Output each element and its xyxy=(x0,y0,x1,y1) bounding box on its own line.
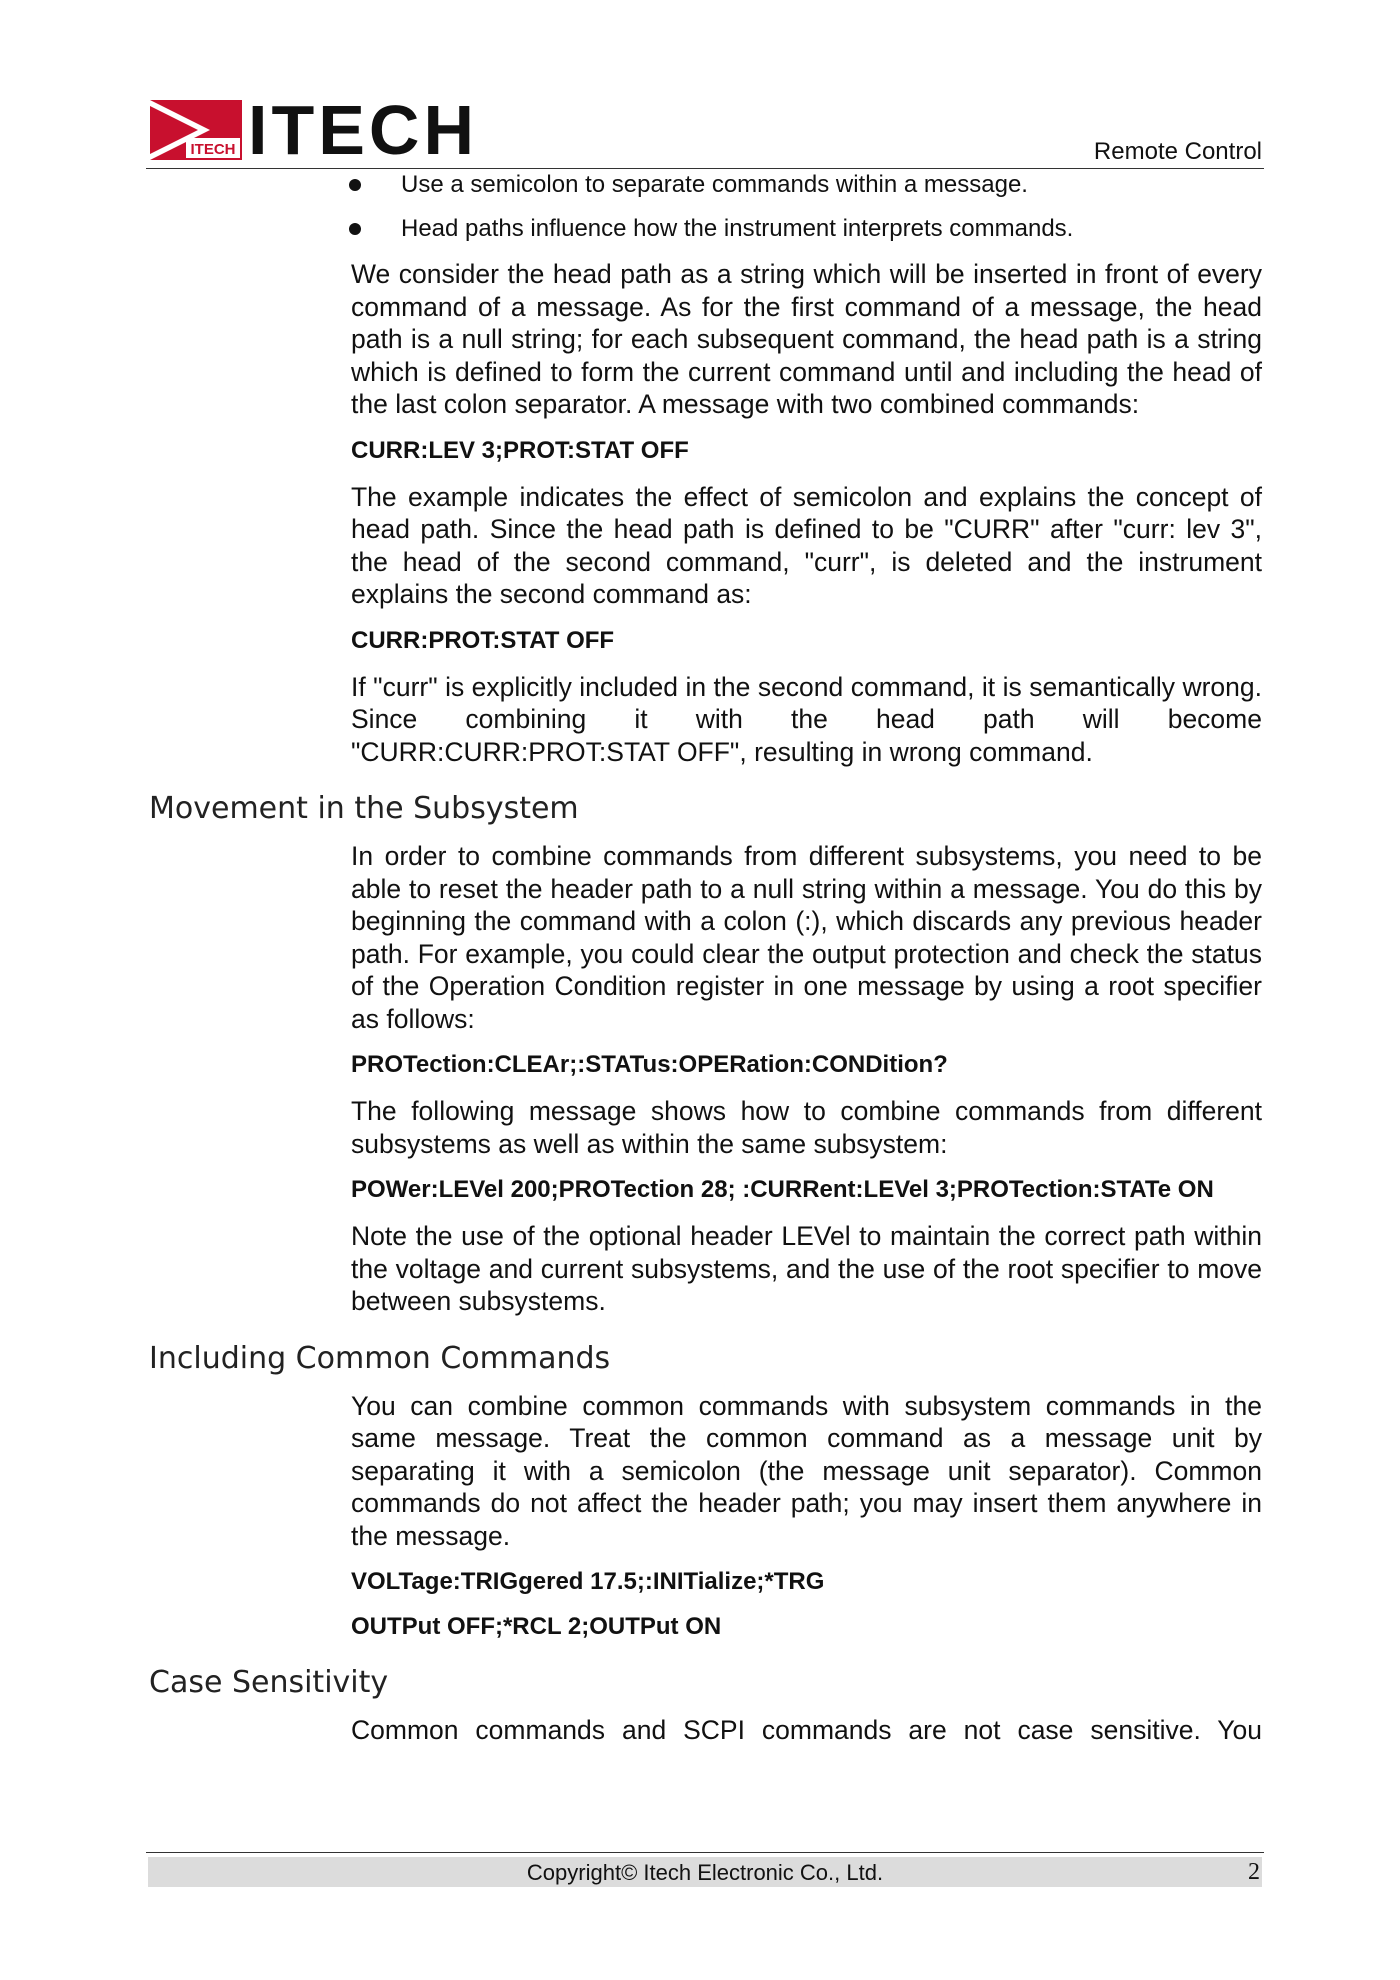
paragraph-common: You can combine common commands with subsystem commands in the same message. Treat the common command as a message unit by separating it with a semicolon (the message unit separator). Common commands do not affect the header path; you may insert them anywhere in the message. xyxy=(351,1390,1262,1551)
footer-divider xyxy=(146,1852,1264,1853)
heading-case-sensitivity: Case Sensitivity xyxy=(149,1665,389,1700)
paragraph-example: The example indicates the effect of semicolon and explains the concept of head path. Since the head path is defined to be "CURR" after "curr: lev 3", the head of the second command, "curr", is deleted and the instrument explains the second command as: xyxy=(351,481,1262,609)
heading-common-commands: Including Common Commands xyxy=(149,1340,611,1376)
section-label: Remote Control xyxy=(1093,138,1262,165)
bullet-text: Use a semicolon to separate commands within a message. xyxy=(401,171,1028,198)
page-header xyxy=(146,90,1262,170)
heading-movement: Movement in the Subsystem xyxy=(149,791,579,826)
bullet-text: Head paths influence how the instrument interprets commands. xyxy=(401,215,1074,242)
itech-logo-badge-icon xyxy=(150,100,242,160)
paragraph-following: The following message shows how to combine commands from different subsystems as well as within the same subsystem: xyxy=(351,1096,1262,1159)
bullet-list xyxy=(351,170,1262,244)
code-example-1: CURR:LEV 3;PROT:STAT OFF xyxy=(351,436,689,464)
bullet-dot-icon xyxy=(349,179,361,191)
copyright-text: Copyright© Itech Electronic Co., Ltd. xyxy=(526,1860,884,1885)
header-divider xyxy=(146,168,1264,169)
page-number: 2 xyxy=(1248,1859,1260,1885)
code-example-2: CURR:PROT:STAT OFF xyxy=(351,626,615,654)
code-example-6: OUTPut OFF;*RCL 2;OUTPut ON xyxy=(351,1613,722,1640)
code-example-5: VOLTage:TRIGgered 17.5;:INITialize;*TRG xyxy=(351,1568,825,1595)
paragraph-note: Note the use of the optional header LEVel to maintain the correct path within the voltage and current subsystems, and the use of the root specifier to move between subsystems. xyxy=(351,1221,1262,1316)
paragraph-case: Common commands and SCPI commands are not case sensitive. You xyxy=(351,1715,1262,1745)
paragraph-head-path: We consider the head path as a string which will be inserted in front of every command of a message. As for the first command of a message, the head path is a null string; for each subsequent command, the head path is a string which is defined to form the current command until and including the head of the last colon separator. A message with two combined commands: xyxy=(351,259,1262,419)
logo-badge-text: ITECH xyxy=(190,141,236,158)
logo-wordmark: ITECH xyxy=(248,91,478,169)
paragraph-movement: In order to combine commands from different subsystems, you need to be able to reset the header path to a null string within a message. You do this by beginning the command with a colon (:), which discards any previous header path. For example, you could clear the output protection and check the status of the Operation Condition register in one message by using a root specifier as follows: xyxy=(351,841,1262,1034)
page-content xyxy=(149,170,1262,1762)
itech-logo xyxy=(150,91,478,169)
bullet-item xyxy=(351,170,1262,200)
bullet-item xyxy=(351,214,1262,244)
page-footer xyxy=(148,1857,1262,1887)
code-example-4: POWer:LEVel 200;PROTection 28; :CURRent:LEVel 3;PROTection:STATe ON xyxy=(351,1176,1214,1203)
paragraph-wrong: If "curr" is explicitly included in the second command, it is semantically wrong. Since combining it with the head path will become "CURR:CURR:PROT:STAT OFF", resulting in wrong command. xyxy=(351,671,1262,767)
code-example-3: PROTection:CLEAr;:STATus:OPERation:CONDition? xyxy=(351,1051,948,1078)
bullet-dot-icon xyxy=(349,223,361,235)
